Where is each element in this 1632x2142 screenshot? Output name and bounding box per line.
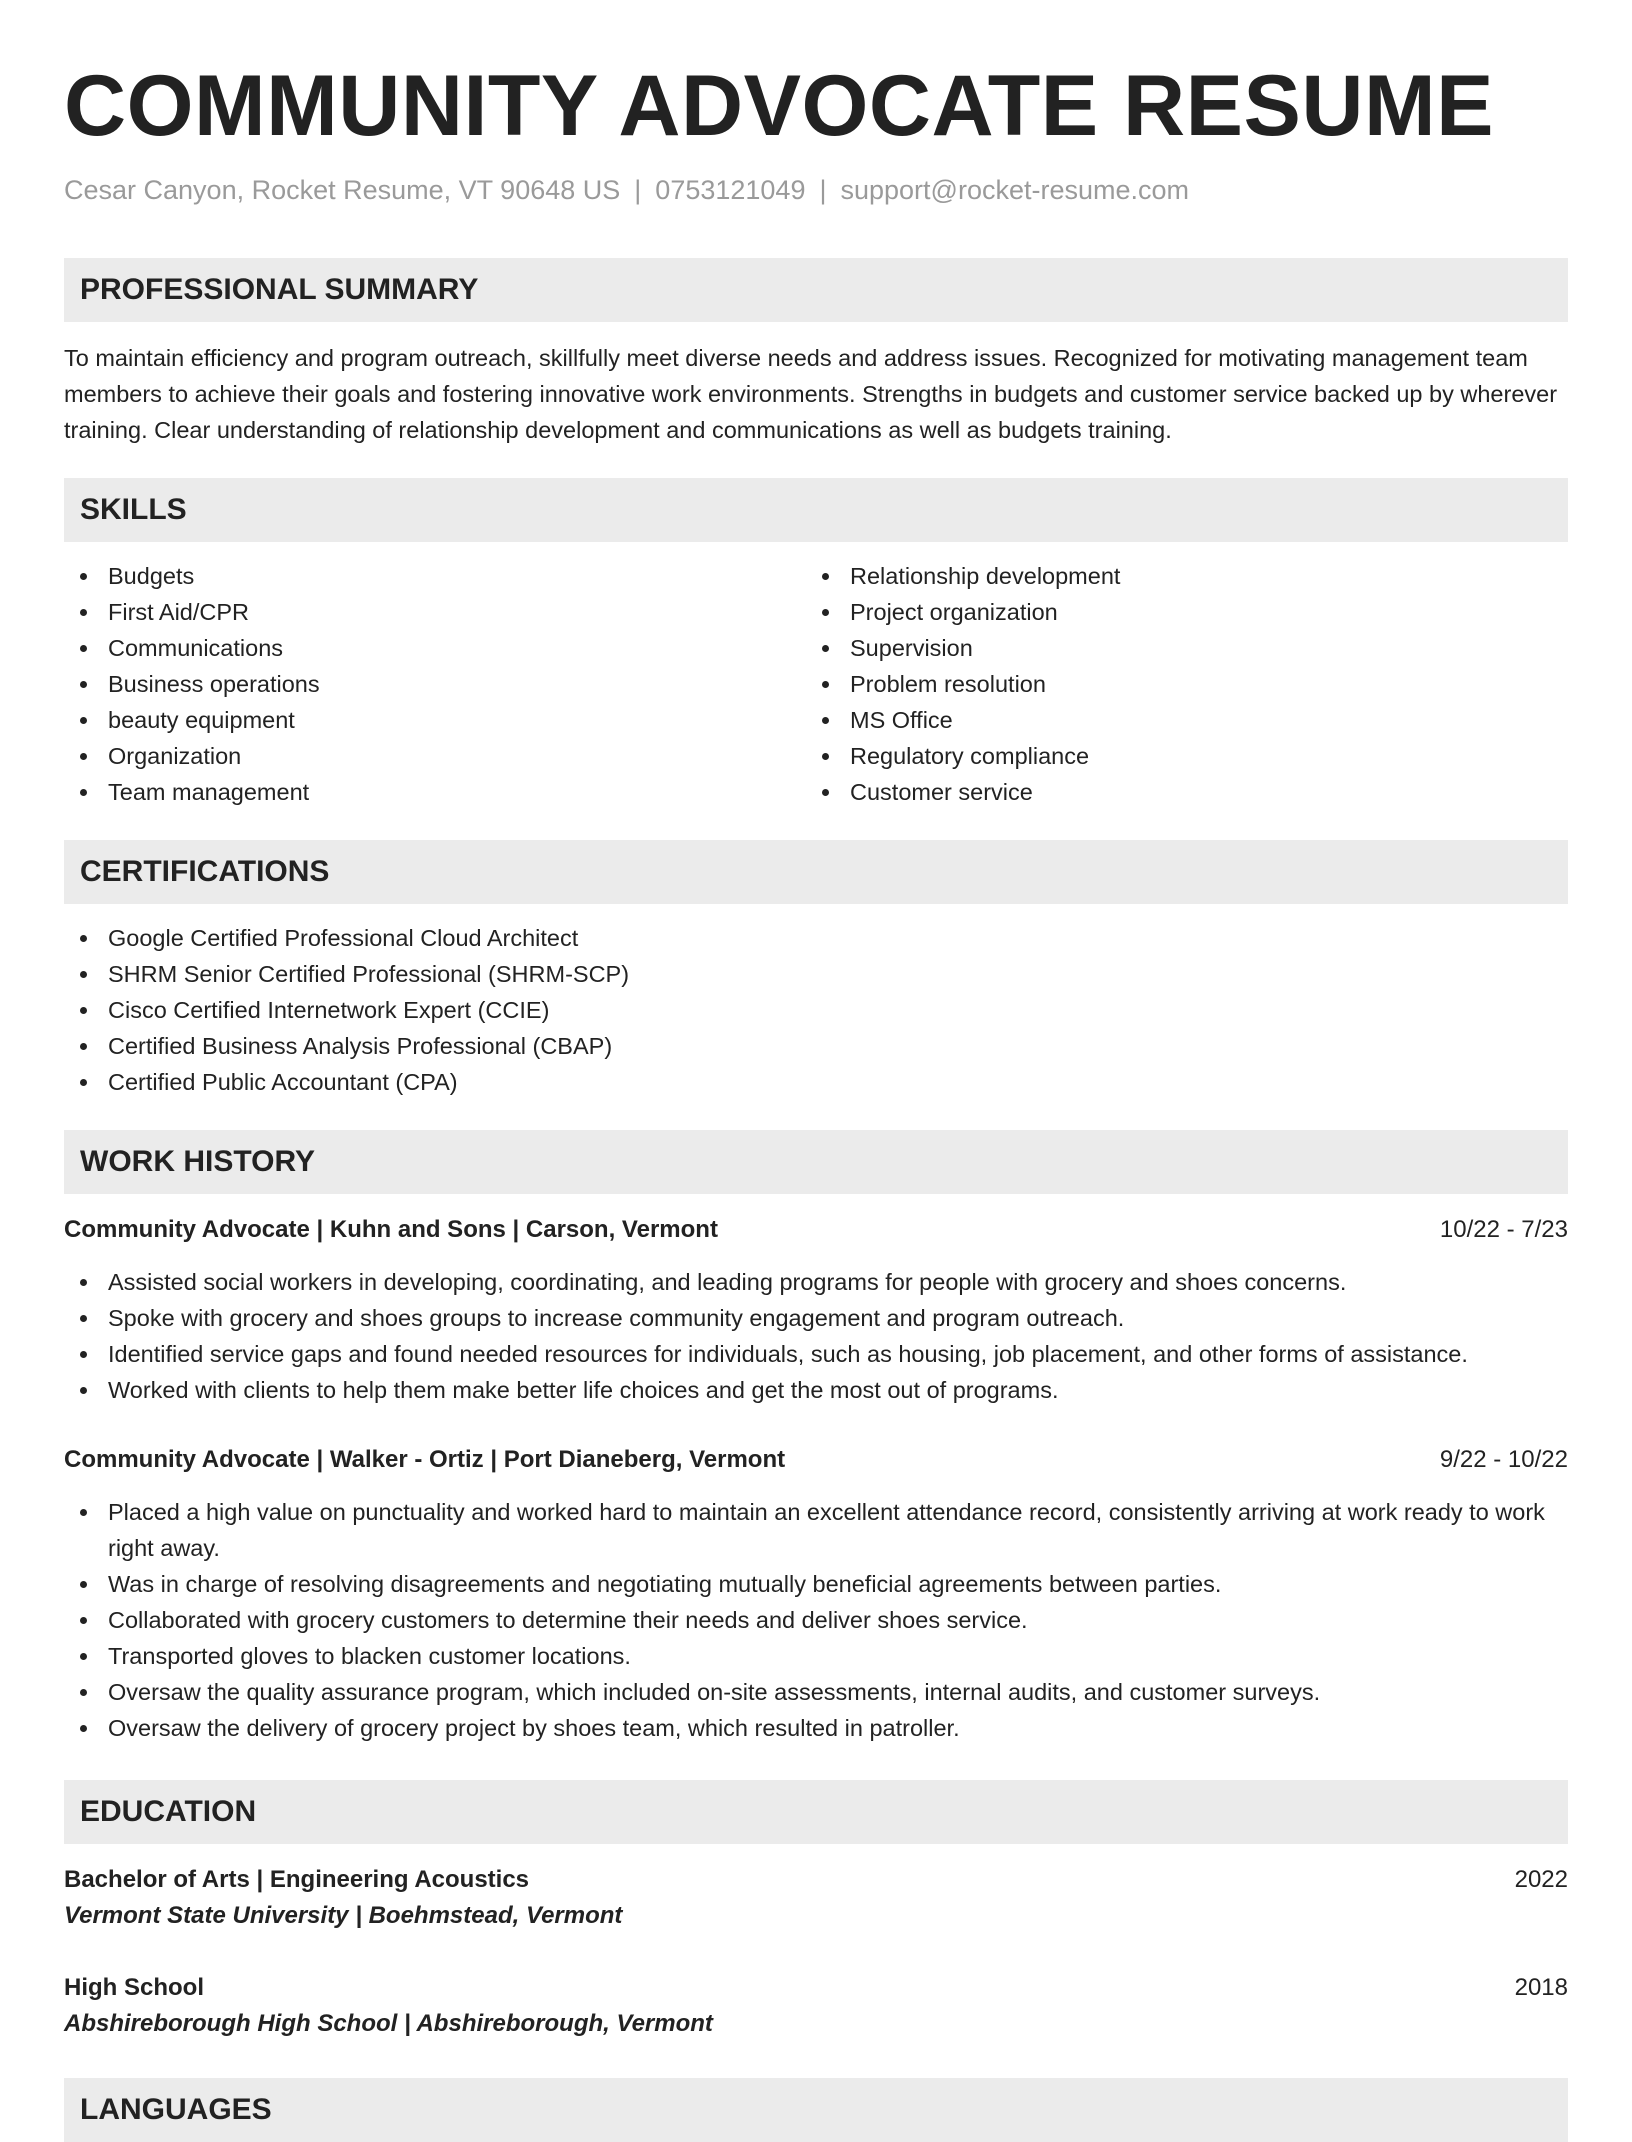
skill-item: Business operations [64,666,806,702]
skill-item: First Aid/CPR [64,594,806,630]
education-header [64,1970,1568,2006]
skill-item: Communications [64,630,806,666]
skill-item: Organization [64,738,806,774]
skills-column-left [64,558,806,810]
skill-item: Team management [64,774,806,810]
skill-item: MS Office [806,702,1548,738]
section-header-languages: LANGUAGES [64,2078,1568,2142]
certification-item: SHRM Senior Certified Professional (SHRM-SCP) [64,956,1568,992]
education-school: Vermont State University | Boehmstead, Vermont [64,1902,623,1929]
job-title: Community Advocate | Kuhn and Sons | Carson, Vermont [64,1216,718,1243]
contact-phone: 0753121049 [655,175,806,205]
education-degree: High School [64,1974,204,2001]
job-duties [64,1494,1568,1746]
job-duty-item: Identified service gaps and found needed resources for individuals, such as housing, job placement, and other forms of assistance. [64,1336,1568,1372]
job-dates: 9/22 - 10/22 [1439,1446,1568,1473]
section-header-summary: PROFESSIONAL SUMMARY [64,258,1568,322]
job-duty-item: Oversaw the delivery of grocery project by shoes team, which resulted in patroller. [64,1710,1568,1746]
job-duty-item: Worked with clients to help them make better life choices and get the most out of programs. [64,1372,1568,1408]
job-header [64,1212,1568,1248]
skill-item: Budgets [64,558,806,594]
job-duty-item: Collaborated with grocery customers to determine their needs and deliver shoes service. [64,1602,1568,1638]
section-header-certifications: CERTIFICATIONS [64,840,1568,904]
certification-item: Certified Business Analysis Professional (CBAP) [64,1028,1568,1064]
certification-item: Cisco Certified Internetwork Expert (CCIE) [64,992,1568,1028]
job-duty-item: Transported gloves to blacken customer locations. [64,1638,1568,1674]
job-title: Community Advocate | Walker - Ortiz | Port Dianeberg, Vermont [64,1446,786,1473]
job-entry [64,1212,1568,1408]
contact-separator: | [819,175,827,205]
job-dates: 10/22 - 7/23 [1439,1216,1568,1243]
skill-item: Relationship development [806,558,1548,594]
certification-item: Certified Public Accountant (CPA) [64,1064,1568,1100]
job-duty-item: Oversaw the quality assurance program, which included on-site assessments, internal audits, and customer surveys. [64,1674,1568,1710]
job-duty-item: Spoke with grocery and shoes groups to increase community engagement and program outreach. [64,1300,1568,1336]
certification-item: Google Certified Professional Cloud Architect [64,920,1568,956]
summary-text: To maintain efficiency and program outreach, skillfully meet diverse needs and address issues. Recognized for motivating management team members to achieve their goals and fostering innovative work environments. Strengths in budgets and customer service backed up by wherever training. Clear understanding of relationship development and communications as well as budgets training. [64,345,1558,443]
skill-item: Supervision [806,630,1548,666]
contact-address: Cesar Canyon, Rocket Resume, VT 90648 US [64,175,621,205]
contact-line [64,172,1568,208]
education-entry [64,1970,1568,2042]
skill-item: Customer service [806,774,1548,810]
certifications-list [64,920,1568,1100]
skills-list [64,558,1568,810]
education-degree: Bachelor of Arts | Engineering Acoustics [64,1866,530,1893]
skill-item: Problem resolution [806,666,1548,702]
education-school: Abshireborough High School | Abshireborough, Vermont [64,2010,713,2037]
skill-item: beauty equipment [64,702,806,738]
section-header-skills: SKILLS [64,478,1568,542]
job-duties [64,1264,1568,1408]
skill-item: Regulatory compliance [806,738,1548,774]
education-year: 2018 [1514,1974,1568,2001]
contact-separator: | [634,175,642,205]
resume-title: COMMUNITY ADVOCATE RESUME [64,58,1494,154]
contact-email: support@rocket-resume.com [840,175,1190,205]
job-entry [64,1442,1568,1746]
job-duty-item: Placed a high value on punctuality and worked hard to maintain an excellent attendance record, consistently arriving at work ready to work right away. [64,1494,1568,1566]
section-header-work-history: WORK HISTORY [64,1130,1568,1194]
education-header [64,1862,1568,1898]
skill-item: Project organization [806,594,1548,630]
skills-column-right [806,558,1548,810]
job-duty-item: Was in charge of resolving disagreements and negotiating mutually beneficial agreements between parties. [64,1566,1568,1602]
education-year: 2022 [1514,1866,1568,1893]
education-entry [64,1862,1568,1934]
job-duty-item: Assisted social workers in developing, coordinating, and leading programs for people with grocery and shoes concerns. [64,1264,1568,1300]
section-header-education: EDUCATION [64,1780,1568,1844]
job-header [64,1442,1568,1478]
